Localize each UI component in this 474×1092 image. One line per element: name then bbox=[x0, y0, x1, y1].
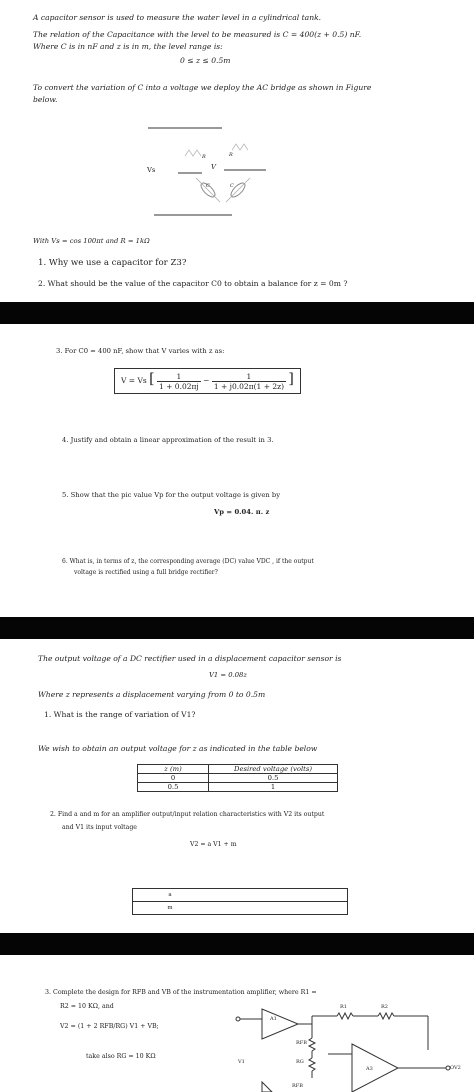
page-separator bbox=[0, 617, 474, 639]
table-header-row bbox=[138, 765, 338, 774]
label-rfb-bottom: RFB bbox=[292, 1083, 303, 1089]
table-row bbox=[133, 889, 348, 902]
p3-line2: Where z represents a displacement varying from 0 to 0.5m bbox=[38, 690, 266, 699]
p2-q6b: voltage is rectified using a full bridge rectifier? bbox=[74, 569, 218, 576]
p1-range: 0 ≤ z ≤ 0.5m bbox=[180, 56, 231, 65]
answer-table bbox=[132, 888, 348, 915]
p1-q1: 1. Why we use a capacitor for Z3? bbox=[38, 258, 187, 268]
label-r1: R bbox=[202, 154, 206, 160]
table-header: Desired voltage (volts) bbox=[209, 765, 338, 774]
label-ov2: OV2 bbox=[450, 1065, 461, 1071]
p4-v2: V2 = (1 + 2 RFB/RG) V1 + VB; bbox=[60, 1023, 159, 1030]
formula-box: V = Vs [ $\frac{1}{1 + 0.02\pi j}$ − $\frac{1}{1 + j0.02\pi(1 + 2z)}$ ] bbox=[114, 368, 301, 394]
desired-voltage-table bbox=[137, 764, 338, 792]
table-cell: 0.5 bbox=[138, 783, 209, 792]
answer-m-cell[interactable] bbox=[207, 902, 348, 915]
p3-q2a: 2. Find a and m for an amplifier output/input relation characteristics with V2 its output bbox=[50, 811, 325, 818]
p1-line4: To convert the variation of C into a voltage we deploy the AC bridge as shown in Figure bbox=[33, 83, 372, 92]
formula-num2: 1 bbox=[212, 372, 286, 382]
p3-line3: We wish to obtain an output voltage for z as indicated in the table below bbox=[38, 744, 318, 753]
table-cell: 1 bbox=[209, 783, 338, 792]
p2-q6a: 6. What is, in terms of z, the corresponding average (DC) value VDC , if the output bbox=[62, 558, 314, 565]
p2-q5: 5. Show that the pic value Vp for the output voltage is given by bbox=[62, 491, 281, 499]
table-row bbox=[133, 902, 348, 915]
bridge-diagram bbox=[140, 118, 280, 220]
p1-with: With Vs = cos 100πt and R = 1kΩ bbox=[33, 237, 150, 245]
label-a1: A1 bbox=[270, 1016, 277, 1022]
table-row bbox=[138, 774, 338, 783]
p3-v1: V1 = 0.08z bbox=[209, 671, 247, 679]
p2-vp: Vp = 0.04. π. z bbox=[214, 508, 270, 516]
label-r2: R bbox=[229, 152, 233, 158]
p3-q2b: and V1 its input voltage bbox=[62, 824, 137, 831]
table-header: z (m) bbox=[138, 765, 209, 774]
label-v: V bbox=[211, 163, 216, 171]
p4-take: take also RG = 10 KΩ bbox=[86, 1053, 156, 1060]
formula-v: V = Vs bbox=[121, 376, 147, 385]
p1-q2: 2. What should be the value of the capacitor C0 to obtain a balance for z = 0m ? bbox=[38, 279, 348, 288]
label-vs: Vs bbox=[147, 166, 156, 174]
page-separator bbox=[0, 302, 474, 324]
label-c2: C bbox=[230, 183, 234, 189]
page-separator bbox=[0, 933, 474, 955]
p3-line1: The output voltage of a DC rectifier used in a displacement capacitor sensor is bbox=[38, 654, 342, 663]
table-row bbox=[138, 783, 338, 792]
label-v1: V1 bbox=[238, 1059, 245, 1065]
answer-a-label: a bbox=[133, 889, 208, 902]
answer-a-cell[interactable] bbox=[207, 889, 348, 902]
p1-line2: The relation of the Capacitance with the level to be measured is C = 400(z + 0.5) nF. bbox=[33, 30, 362, 39]
label-c1: C bbox=[206, 183, 210, 189]
p4-q3b: R2 = 10 KΩ, and bbox=[60, 1003, 114, 1010]
label-r1: R1 bbox=[340, 1004, 347, 1010]
formula-num1: 1 bbox=[157, 372, 201, 382]
table-cell: 0.5 bbox=[209, 774, 338, 783]
label-r2: R2 bbox=[381, 1004, 388, 1010]
label-rfb: RFB bbox=[296, 1040, 307, 1046]
p2-q4: 4. Justify and obtain a linear approximation of the result in 3. bbox=[62, 436, 274, 444]
formula-den1: 1 + 0.02πj bbox=[158, 381, 199, 391]
p2-q3: 3. For C0 = 400 nF, show that V varies with z as: bbox=[56, 347, 225, 355]
p1-line3: Where C is in nF and z is in m, the level range is: bbox=[33, 42, 223, 51]
p3-q1: 1. What is the range of variation of V1? bbox=[44, 710, 196, 719]
answer-m-label: m bbox=[133, 902, 208, 915]
p1-line5: below. bbox=[33, 95, 58, 104]
label-a3: A3 bbox=[366, 1066, 373, 1072]
p4-q3a: 3. Complete the design for RFB and VB of the instrumentation amplifier, where R1 = bbox=[45, 989, 317, 996]
formula-den2: 1 + j0.02π(1 + 2z) bbox=[213, 381, 285, 391]
p1-line1: A capacitor sensor is used to measure the water level in a cylindrical tank. bbox=[33, 13, 322, 22]
table-cell: 0 bbox=[138, 774, 209, 783]
label-rg: RG bbox=[296, 1059, 304, 1065]
formula-minus: − bbox=[203, 376, 210, 385]
p3-v2: V2 = a V1 + m bbox=[190, 841, 237, 848]
instrumentation-amplifier-diagram bbox=[232, 1006, 470, 1092]
